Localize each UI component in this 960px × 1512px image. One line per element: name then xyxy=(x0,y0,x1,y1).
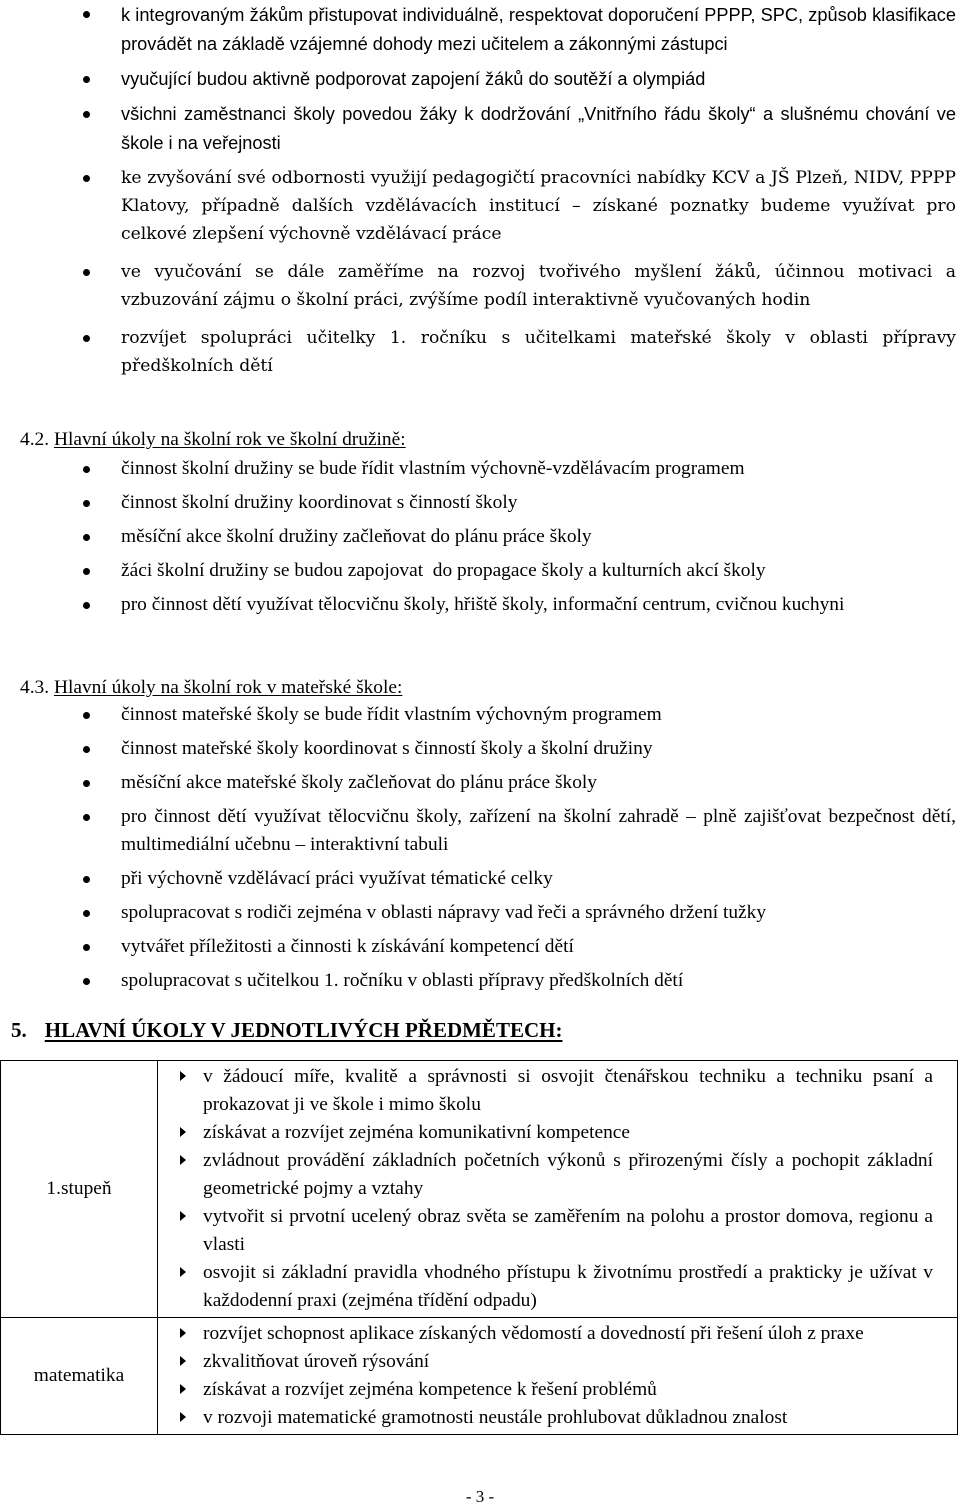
subjects-table xyxy=(0,1060,958,1435)
bullet-icon xyxy=(83,602,90,609)
list-item: pro činnost dětí využívat tělocvičnu školy, zařízení na školní zahradě – plně zajišťovat bezpečnost dětí, multimediální učebnu – interaktivní tabuli xyxy=(0,803,960,859)
section-5-title: HLAVNÍ ÚKOLY V JEDNOTLIVÝCH PŘEDMĚTECH: xyxy=(44,1018,563,1042)
triangle-bullet-icon xyxy=(180,1127,186,1137)
bullet-icon xyxy=(83,11,90,18)
bullet-icon xyxy=(83,814,90,821)
triangle-bullet-icon xyxy=(180,1356,186,1366)
bullet-icon xyxy=(83,466,90,473)
list-item: při výchovně vzdělávací práci využívat tématické celky xyxy=(0,865,960,893)
list-item: činnost školní družiny koordinovat s činností školy xyxy=(0,489,960,517)
section-4-3-title: Hlavní úkoly na školní rok v mateřské škole: xyxy=(53,677,403,698)
section-4-2-list xyxy=(0,455,960,625)
list-item: získávat a rozvíjet zejména kompetence k řešení problémů xyxy=(158,1376,957,1404)
section-4-3-list xyxy=(0,701,960,1001)
bullet-icon xyxy=(83,269,90,276)
list-item: vytvořit si prvotní ucelený obraz světa se zaměřením na polohu a prostor domova, regionu a vlasti xyxy=(158,1203,957,1259)
list-item: k integrovaným žákům přistupovat individuálně, respektovat doporučení PPPP, SPC, způsob klasifikace provádět na základě vzájemné dohody mezi učitelem a zákonnými zástupci xyxy=(0,0,960,59)
bullet-icon xyxy=(83,712,90,719)
bullet-icon xyxy=(83,746,90,753)
bullet-icon xyxy=(83,978,90,985)
page-number: - 3 - xyxy=(465,1487,495,1506)
list-item: činnost mateřské školy koordinovat s činností školy a školní družiny xyxy=(0,735,960,763)
list-item: spolupracovat s učitelkou 1. ročníku v oblasti přípravy předškolních dětí xyxy=(0,967,960,995)
triangle-bullet-icon xyxy=(180,1211,186,1221)
section-4-2-title: Hlavní úkoly na školní rok ve školní družině: xyxy=(53,429,406,450)
list-item: činnost mateřské školy se bude řídit vlastním výchovným programem xyxy=(0,701,960,729)
bullet-icon xyxy=(83,876,90,883)
list-item: spolupracovat s rodiči zejména v oblasti nápravy vad řeči a správného držení tužky xyxy=(0,899,960,927)
list-item: zvládnout provádění základních početních výkonů s přirozenými čísly a pochopit základní geometrické pojmy a vztahy xyxy=(158,1147,957,1203)
list-item: vytvářet příležitosti a činnosti k získávání kompetencí dětí xyxy=(0,933,960,961)
section-4-3-heading: 4.3. Hlavní úkoly na školní rok v mateřské škole: xyxy=(20,677,403,698)
row-label-cell: matematika xyxy=(1,1318,158,1435)
list-item: rozvíjet spolupráci učitelky 1. ročníku s učitelkami mateřské školy v oblasti přípravy předškolních dětí xyxy=(0,324,960,380)
list-item: všichni zaměstnanci školy povedou žáky k dodržování „Vnitřního řádu školy“ a slušnému chování ve škole i na veřejnosti xyxy=(0,100,960,158)
triangle-bullet-icon xyxy=(180,1071,186,1081)
task-list xyxy=(158,1061,957,1317)
list-item: pro činnost dětí využívat tělocvičnu školy, hřiště školy, informační centrum, cvičnou kuchyni xyxy=(0,591,960,619)
bullet-icon xyxy=(83,111,90,118)
list-item: zkvalitňovat úroveň rýsování xyxy=(158,1348,957,1376)
bullet-icon xyxy=(83,568,90,575)
triangle-bullet-icon xyxy=(180,1155,186,1165)
list-item: v žádoucí míře, kvalitě a správnosti si osvojit čtenářskou techniku a techniku psaní a prokazovat ji ve škole i mimo školu xyxy=(158,1063,957,1119)
section-5-heading: 5. HLAVNÍ ÚKOLY V JEDNOTLIVÝCH PŘEDMĚTECH: xyxy=(11,1018,563,1042)
row-content-cell xyxy=(158,1318,958,1435)
bullet-icon xyxy=(83,944,90,951)
list-item: v rozvoji matematické gramotnosti neustále prohlubovat důkladnou znalost xyxy=(158,1404,957,1432)
triangle-bullet-icon xyxy=(180,1328,186,1338)
list-item: ve vyučování se dále zaměříme na rozvoj tvořivého myšlení žáků, účinnou motivaci a vzbuzování zájmu o školní práci, zvýšíme podíl interaktivně vyučovaných hodin xyxy=(0,258,960,314)
list-item: vyučující budou aktivně podporovat zapojení žáků do soutěží a olympiád xyxy=(0,65,960,94)
table-row xyxy=(1,1061,958,1318)
section-4-2-heading: 4.2. Hlavní úkoly na školní rok ve školní družině: xyxy=(20,429,406,450)
list-item: činnost školní družiny se bude řídit vlastním výchovně-vzdělávacím programem xyxy=(0,455,960,483)
triangle-bullet-icon xyxy=(180,1384,186,1394)
bullet-icon xyxy=(83,335,90,342)
list-item: měsíční akce mateřské školy začleňovat do plánu práce školy xyxy=(0,769,960,797)
list-item: získávat a rozvíjet zejména komunikativní kompetence xyxy=(158,1119,957,1147)
bullet-icon xyxy=(83,780,90,787)
list-item: rozvíjet schopnost aplikace získaných vědomostí a dovedností při řešení úloh z praxe xyxy=(158,1320,957,1348)
list-item: měsíční akce školní družiny začleňovat do plánu práce školy xyxy=(0,523,960,551)
bullet-icon xyxy=(83,534,90,541)
list-item: žáci školní družiny se budou zapojovat do propagace školy a kulturních akcí školy xyxy=(0,557,960,585)
row-content-cell xyxy=(158,1061,958,1318)
triangle-bullet-icon xyxy=(180,1412,186,1422)
section-4-1-list xyxy=(0,0,960,386)
task-list xyxy=(158,1318,957,1434)
bullet-icon xyxy=(83,910,90,917)
bullet-icon xyxy=(83,500,90,507)
table-row xyxy=(1,1318,958,1435)
bullet-icon xyxy=(83,76,90,83)
bullet-icon xyxy=(83,175,90,182)
triangle-bullet-icon xyxy=(180,1267,186,1277)
row-label-cell: 1.stupeň xyxy=(1,1061,158,1318)
list-item: ke zvyšování své odbornosti využijí pedagogičtí pracovníci nabídky KCV a JŠ Plzeň, NIDV, PPPP Klatovy, případně dalších vzdělávacích institucí – získané poznatky budeme využívat pro celkové zlepšení výchovně vzdělávací práce xyxy=(0,164,960,248)
list-item: osvojit si základní pravidla vhodného přístupu k životnímu prostředí a prakticky je užívat v každodenní praxi (zejména třídění odpadu) xyxy=(158,1259,957,1315)
